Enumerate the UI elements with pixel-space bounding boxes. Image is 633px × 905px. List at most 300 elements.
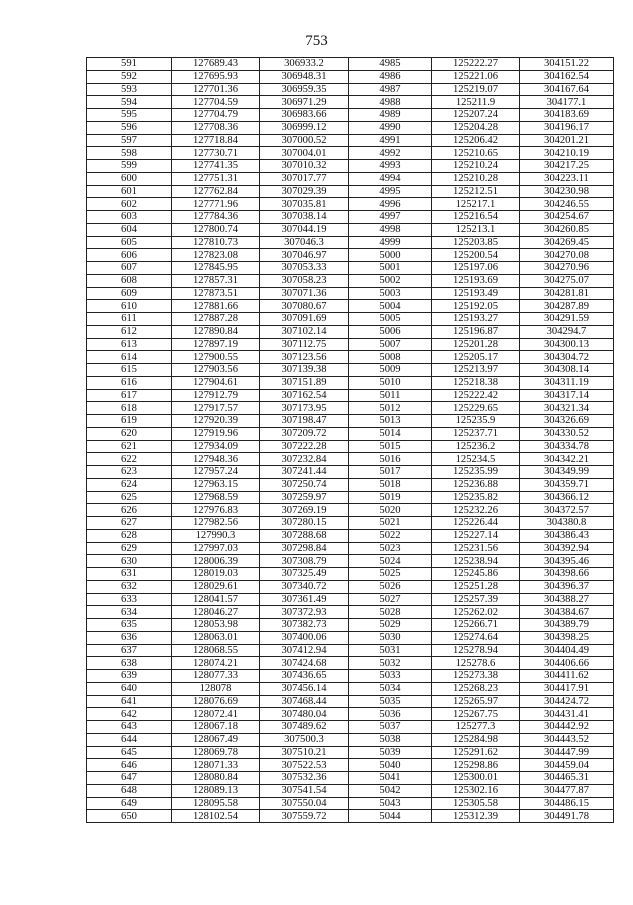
table-cell-x-b: 125216.54 [432, 211, 520, 224]
table-cell-y-a: 307250.74 [260, 478, 349, 491]
table-cell-y-b: 304334.78 [520, 440, 614, 453]
table-cell-x-b: 125238.94 [432, 555, 520, 568]
table-cell-y-b: 304459.04 [520, 759, 614, 772]
table-cell-x-a: 127890.84 [172, 325, 260, 338]
table-cell-point-b: 5008 [349, 351, 432, 364]
table-cell-x-a: 128006.39 [172, 555, 260, 568]
table-row [87, 121, 614, 134]
table-cell-y-a: 307340.72 [260, 580, 349, 593]
coordinates-table-body [87, 58, 614, 823]
table-cell-x-a: 127897.19 [172, 338, 260, 351]
table-cell-point-b: 5040 [349, 759, 432, 772]
table-cell-y-b: 304321.34 [520, 402, 614, 415]
table-cell-point-a: 626 [87, 504, 172, 517]
table-cell-y-a: 307044.19 [260, 223, 349, 236]
table-cell-point-a: 630 [87, 555, 172, 568]
table-row [87, 134, 614, 147]
table-cell-x-a: 127982.56 [172, 517, 260, 530]
table-cell-point-a: 615 [87, 364, 172, 377]
table-cell-point-b: 5024 [349, 555, 432, 568]
table-cell-point-b: 5039 [349, 746, 432, 759]
table-cell-x-b: 125265.97 [432, 695, 520, 708]
table-cell-y-a: 307308.79 [260, 555, 349, 568]
table-cell-x-b: 125204.28 [432, 121, 520, 134]
table-cell-point-b: 4997 [349, 211, 432, 224]
table-cell-y-a: 307541.54 [260, 784, 349, 797]
table-cell-y-a: 307029.39 [260, 185, 349, 198]
table-cell-y-b: 304386.43 [520, 529, 614, 542]
table-cell-x-b: 125203.85 [432, 236, 520, 249]
table-cell-point-b: 5043 [349, 797, 432, 810]
table-cell-y-b: 304398.25 [520, 631, 614, 644]
table-cell-y-b: 304388.27 [520, 593, 614, 606]
table-cell-x-a: 127873.51 [172, 287, 260, 300]
table-cell-y-b: 304287.89 [520, 300, 614, 313]
table-cell-x-b: 125205.17 [432, 351, 520, 364]
table-cell-x-a: 127708.36 [172, 121, 260, 134]
table-cell-point-a: 638 [87, 657, 172, 670]
table-cell-y-b: 304317.14 [520, 389, 614, 402]
table-cell-x-a: 127800.74 [172, 223, 260, 236]
table-cell-y-b: 304281.81 [520, 287, 614, 300]
table-cell-x-a: 127963.15 [172, 478, 260, 491]
table-cell-x-b: 125192.05 [432, 300, 520, 313]
table-cell-point-a: 619 [87, 415, 172, 428]
table-cell-x-a: 127904.61 [172, 376, 260, 389]
table-cell-point-a: 613 [87, 338, 172, 351]
table-cell-x-a: 128067.49 [172, 733, 260, 746]
page-number: 753 [305, 33, 328, 49]
table-row [87, 695, 614, 708]
table-cell-x-b: 125212.51 [432, 185, 520, 198]
table-cell-y-b: 304384.67 [520, 606, 614, 619]
table-cell-y-a: 307456.14 [260, 682, 349, 695]
table-cell-y-a: 307000.52 [260, 134, 349, 147]
table-cell-y-b: 304372.57 [520, 504, 614, 517]
table-cell-y-a: 307232.84 [260, 453, 349, 466]
table-cell-y-b: 304486.15 [520, 797, 614, 810]
table-cell-y-a: 307468.44 [260, 695, 349, 708]
table-cell-point-a: 611 [87, 313, 172, 326]
table-cell-point-a: 608 [87, 274, 172, 287]
table-cell-point-b: 5044 [349, 810, 432, 823]
table-cell-x-b: 125245.86 [432, 568, 520, 581]
table-row [87, 733, 614, 746]
table-cell-y-b: 304392.94 [520, 542, 614, 555]
table-cell-y-b: 304366.12 [520, 491, 614, 504]
table-cell-x-b: 125193.27 [432, 313, 520, 326]
table-cell-y-a: 307010.32 [260, 160, 349, 173]
table-cell-y-a: 306999.12 [260, 121, 349, 134]
table-cell-point-b: 5041 [349, 772, 432, 785]
table-cell-y-a: 307017.77 [260, 172, 349, 185]
table-cell-point-b: 5021 [349, 517, 432, 530]
table-cell-point-b: 5018 [349, 478, 432, 491]
table-cell-x-a: 128069.78 [172, 746, 260, 759]
table-cell-point-b: 5022 [349, 529, 432, 542]
table-cell-y-a: 307259.97 [260, 491, 349, 504]
table-row [87, 185, 614, 198]
table-row [87, 109, 614, 122]
table-cell-y-a: 307550.04 [260, 797, 349, 810]
table-cell-point-a: 642 [87, 708, 172, 721]
table-cell-point-a: 594 [87, 96, 172, 109]
table-cell-point-a: 623 [87, 466, 172, 479]
table-cell-y-b: 304217.25 [520, 160, 614, 173]
table-cell-point-a: 628 [87, 529, 172, 542]
table-cell-y-a: 307102.14 [260, 325, 349, 338]
table-cell-y-a: 307046.3 [260, 236, 349, 249]
table-row [87, 810, 614, 823]
table-cell-point-b: 4989 [349, 109, 432, 122]
table-row [87, 249, 614, 262]
table-cell-x-b: 125273.38 [432, 670, 520, 683]
table-cell-point-a: 646 [87, 759, 172, 772]
table-cell-point-a: 599 [87, 160, 172, 173]
table-cell-point-b: 5037 [349, 721, 432, 734]
table-cell-y-b: 304326.69 [520, 415, 614, 428]
table-cell-y-a: 306971.29 [260, 96, 349, 109]
table-cell-point-a: 631 [87, 568, 172, 581]
table-row [87, 58, 614, 71]
table-cell-x-b: 125235.82 [432, 491, 520, 504]
table-cell-point-a: 639 [87, 670, 172, 683]
table-cell-y-a: 307361.49 [260, 593, 349, 606]
table-cell-y-a: 307500.3 [260, 733, 349, 746]
table-cell-x-a: 127881.66 [172, 300, 260, 313]
table-row [87, 70, 614, 83]
table-cell-y-b: 304404.49 [520, 644, 614, 657]
table-cell-x-b: 125300.01 [432, 772, 520, 785]
table-cell-x-a: 127976.83 [172, 504, 260, 517]
table-cell-point-a: 621 [87, 440, 172, 453]
table-row [87, 262, 614, 275]
table-cell-y-b: 304398.66 [520, 568, 614, 581]
table-cell-point-a: 637 [87, 644, 172, 657]
table-cell-point-a: 593 [87, 83, 172, 96]
table-row [87, 555, 614, 568]
table-row [87, 542, 614, 555]
table-cell-x-a: 127701.36 [172, 83, 260, 96]
table-cell-x-b: 125197.06 [432, 262, 520, 275]
table-cell-point-a: 649 [87, 797, 172, 810]
table-cell-point-b: 5000 [349, 249, 432, 262]
table-cell-point-a: 633 [87, 593, 172, 606]
table-cell-x-a: 128102.54 [172, 810, 260, 823]
table-cell-point-a: 634 [87, 606, 172, 619]
table-cell-point-b: 5020 [349, 504, 432, 517]
table-cell-point-b: 5032 [349, 657, 432, 670]
table-cell-y-a: 307424.68 [260, 657, 349, 670]
table-cell-y-b: 304395.46 [520, 555, 614, 568]
table-row [87, 529, 614, 542]
table-cell-x-a: 127784.36 [172, 211, 260, 224]
table-cell-x-a: 127997.03 [172, 542, 260, 555]
table-cell-x-b: 125266.71 [432, 619, 520, 632]
table-cell-y-a: 307139.38 [260, 364, 349, 377]
table-cell-x-b: 125251.28 [432, 580, 520, 593]
table-cell-y-a: 307004.01 [260, 147, 349, 160]
coordinates-table [86, 57, 614, 823]
table-cell-point-a: 595 [87, 109, 172, 122]
table-row [87, 172, 614, 185]
table-cell-y-a: 307412.94 [260, 644, 349, 657]
table-cell-y-b: 304349.99 [520, 466, 614, 479]
table-cell-x-a: 128089.13 [172, 784, 260, 797]
table-row [87, 631, 614, 644]
table-cell-y-b: 304330.52 [520, 427, 614, 440]
table-cell-point-a: 597 [87, 134, 172, 147]
table-row [87, 440, 614, 453]
table-cell-y-b: 304151.22 [520, 58, 614, 71]
table-cell-point-a: 640 [87, 682, 172, 695]
table-cell-x-b: 125213.97 [432, 364, 520, 377]
table-row [87, 427, 614, 440]
table-cell-y-a: 307080.67 [260, 300, 349, 313]
table-cell-point-a: 591 [87, 58, 172, 71]
table-cell-x-b: 125210.65 [432, 147, 520, 160]
table-cell-y-b: 304447.99 [520, 746, 614, 759]
table-cell-y-a: 307222.28 [260, 440, 349, 453]
table-cell-y-a: 307038.14 [260, 211, 349, 224]
table-row [87, 746, 614, 759]
table-cell-x-a: 127857.31 [172, 274, 260, 287]
table-cell-point-b: 5038 [349, 733, 432, 746]
table-cell-y-a: 307091.69 [260, 313, 349, 326]
table-row [87, 198, 614, 211]
table-cell-x-b: 125193.49 [432, 287, 520, 300]
table-cell-y-b: 304300.13 [520, 338, 614, 351]
table-cell-y-b: 304223.11 [520, 172, 614, 185]
table-cell-x-a: 127810.73 [172, 236, 260, 249]
table-cell-point-b: 4995 [349, 185, 432, 198]
table-cell-x-a: 128029.61 [172, 580, 260, 593]
table-cell-point-a: 602 [87, 198, 172, 211]
table-cell-y-b: 304210.19 [520, 147, 614, 160]
table-row [87, 517, 614, 530]
table-cell-point-b: 4992 [349, 147, 432, 160]
table-row [87, 682, 614, 695]
table-cell-point-b: 4988 [349, 96, 432, 109]
table-cell-y-b: 304424.72 [520, 695, 614, 708]
table-cell-y-b: 304201.21 [520, 134, 614, 147]
table-row [87, 389, 614, 402]
table-cell-point-a: 606 [87, 249, 172, 262]
table-cell-y-b: 304406.66 [520, 657, 614, 670]
table-cell-x-a: 127887.28 [172, 313, 260, 326]
table-cell-point-b: 5031 [349, 644, 432, 657]
table-cell-x-b: 125206.42 [432, 134, 520, 147]
table-cell-point-b: 4990 [349, 121, 432, 134]
table-cell-x-b: 125234.5 [432, 453, 520, 466]
table-row [87, 644, 614, 657]
table-cell-y-b: 304230.98 [520, 185, 614, 198]
table-cell-x-a: 127730.71 [172, 147, 260, 160]
table-cell-x-a: 127919.96 [172, 427, 260, 440]
table-cell-point-b: 5026 [349, 580, 432, 593]
table-cell-point-b: 5025 [349, 568, 432, 581]
table-cell-y-a: 307436.65 [260, 670, 349, 683]
table-row [87, 211, 614, 224]
table-cell-point-a: 624 [87, 478, 172, 491]
table-cell-x-a: 127741.35 [172, 160, 260, 173]
table-cell-point-b: 5016 [349, 453, 432, 466]
table-cell-x-b: 125222.27 [432, 58, 520, 71]
table-cell-x-a: 127751.31 [172, 172, 260, 185]
table-cell-point-b: 5010 [349, 376, 432, 389]
table-cell-y-b: 304167.64 [520, 83, 614, 96]
table-cell-y-a: 306959.35 [260, 83, 349, 96]
table-cell-x-b: 125229.65 [432, 402, 520, 415]
table-cell-point-a: 612 [87, 325, 172, 338]
table-cell-point-a: 603 [87, 211, 172, 224]
table-row [87, 338, 614, 351]
table-cell-y-b: 304196.17 [520, 121, 614, 134]
table-row [87, 466, 614, 479]
table-cell-x-b: 125235.9 [432, 415, 520, 428]
table-cell-y-b: 304491.78 [520, 810, 614, 823]
table-cell-x-b: 125257.39 [432, 593, 520, 606]
table-cell-y-b: 304254.67 [520, 211, 614, 224]
table-cell-y-a: 307173.95 [260, 402, 349, 415]
table-cell-x-a: 127968.59 [172, 491, 260, 504]
table-cell-y-a: 307510.21 [260, 746, 349, 759]
table-cell-x-b: 125211.9 [432, 96, 520, 109]
table-cell-point-b: 5036 [349, 708, 432, 721]
table-cell-y-b: 304465.31 [520, 772, 614, 785]
table-cell-x-a: 128068.55 [172, 644, 260, 657]
table-cell-point-b: 4986 [349, 70, 432, 83]
table-cell-point-b: 5013 [349, 415, 432, 428]
table-cell-point-a: 650 [87, 810, 172, 823]
table-cell-point-a: 629 [87, 542, 172, 555]
table-cell-x-a: 127900.55 [172, 351, 260, 364]
table-cell-x-b: 125231.56 [432, 542, 520, 555]
table-cell-point-b: 4985 [349, 58, 432, 71]
table-cell-point-a: 641 [87, 695, 172, 708]
table-row [87, 619, 614, 632]
table-cell-point-b: 5001 [349, 262, 432, 275]
table-cell-x-a: 127689.43 [172, 58, 260, 71]
table-cell-x-b: 125235.99 [432, 466, 520, 479]
table-cell-point-b: 5019 [349, 491, 432, 504]
table-row [87, 478, 614, 491]
table-cell-point-b: 5034 [349, 682, 432, 695]
table-cell-y-b: 304431.41 [520, 708, 614, 721]
table-cell-x-a: 127912.79 [172, 389, 260, 402]
table-cell-x-b: 125236.88 [432, 478, 520, 491]
table-cell-point-b: 5029 [349, 619, 432, 632]
table-row [87, 415, 614, 428]
table-cell-x-b: 125236.2 [432, 440, 520, 453]
table-cell-x-a: 128072.41 [172, 708, 260, 721]
table-row [87, 96, 614, 109]
table-cell-x-a: 128095.58 [172, 797, 260, 810]
table-cell-x-a: 128080.84 [172, 772, 260, 785]
table-row [87, 300, 614, 313]
table-cell-x-a: 127704.59 [172, 96, 260, 109]
table-cell-x-b: 125217.1 [432, 198, 520, 211]
table-cell-point-b: 4987 [349, 83, 432, 96]
table-cell-point-a: 592 [87, 70, 172, 83]
table-cell-x-b: 125274.64 [432, 631, 520, 644]
table-cell-y-a: 307522.53 [260, 759, 349, 772]
table-cell-x-a: 127823.08 [172, 249, 260, 262]
table-cell-point-a: 648 [87, 784, 172, 797]
table-cell-y-b: 304396.37 [520, 580, 614, 593]
table-cell-x-b: 125218.38 [432, 376, 520, 389]
table-cell-y-a: 307288.68 [260, 529, 349, 542]
table-row [87, 453, 614, 466]
table-cell-x-b: 125302.16 [432, 784, 520, 797]
table-cell-x-b: 125278.6 [432, 657, 520, 670]
table-cell-x-b: 125277.3 [432, 721, 520, 734]
table-cell-point-b: 5023 [349, 542, 432, 555]
table-row [87, 402, 614, 415]
table-cell-x-b: 125193.69 [432, 274, 520, 287]
table-cell-x-b: 125298.86 [432, 759, 520, 772]
table-cell-y-a: 306983.66 [260, 109, 349, 122]
table-cell-y-a: 307241.44 [260, 466, 349, 479]
table-cell-y-b: 304477.87 [520, 784, 614, 797]
table-cell-point-a: 614 [87, 351, 172, 364]
table-cell-point-a: 647 [87, 772, 172, 785]
table-cell-x-a: 127762.84 [172, 185, 260, 198]
table-cell-point-b: 4999 [349, 236, 432, 249]
table-cell-x-a: 127903.56 [172, 364, 260, 377]
table-row [87, 670, 614, 683]
table-cell-x-a: 128076.69 [172, 695, 260, 708]
table-cell-point-a: 604 [87, 223, 172, 236]
table-row [87, 593, 614, 606]
table-cell-y-b: 304442.92 [520, 721, 614, 734]
table-cell-x-a: 128046.27 [172, 606, 260, 619]
table-cell-y-b: 304359.71 [520, 478, 614, 491]
table-cell-point-b: 5015 [349, 440, 432, 453]
table-cell-y-a: 307046.97 [260, 249, 349, 262]
table-cell-point-b: 5006 [349, 325, 432, 338]
table-cell-x-a: 127718.84 [172, 134, 260, 147]
table-cell-y-b: 304246.55 [520, 198, 614, 211]
table-cell-point-a: 600 [87, 172, 172, 185]
table-row [87, 223, 614, 236]
table-cell-point-b: 5017 [349, 466, 432, 479]
table-cell-y-b: 304177.1 [520, 96, 614, 109]
table-cell-point-a: 636 [87, 631, 172, 644]
table-row [87, 606, 614, 619]
table-cell-point-a: 644 [87, 733, 172, 746]
table-cell-y-b: 304269.45 [520, 236, 614, 249]
table-cell-y-a: 307198.47 [260, 415, 349, 428]
table-cell-y-a: 307280.15 [260, 517, 349, 530]
table-cell-y-b: 304308.14 [520, 364, 614, 377]
table-row [87, 287, 614, 300]
table-cell-point-b: 4996 [349, 198, 432, 211]
table-cell-y-b: 304311.19 [520, 376, 614, 389]
table-cell-x-b: 125268.23 [432, 682, 520, 695]
table-cell-point-b: 5007 [349, 338, 432, 351]
table-row [87, 160, 614, 173]
table-cell-y-a: 307112.75 [260, 338, 349, 351]
table-cell-y-b: 304183.69 [520, 109, 614, 122]
table-cell-x-b: 125267.75 [432, 708, 520, 721]
table-cell-y-a: 307162.54 [260, 389, 349, 402]
table-cell-x-b: 125219.07 [432, 83, 520, 96]
table-cell-point-a: 632 [87, 580, 172, 593]
table-cell-point-b: 5009 [349, 364, 432, 377]
table-cell-x-b: 125200.54 [432, 249, 520, 262]
table-cell-y-a: 307269.19 [260, 504, 349, 517]
